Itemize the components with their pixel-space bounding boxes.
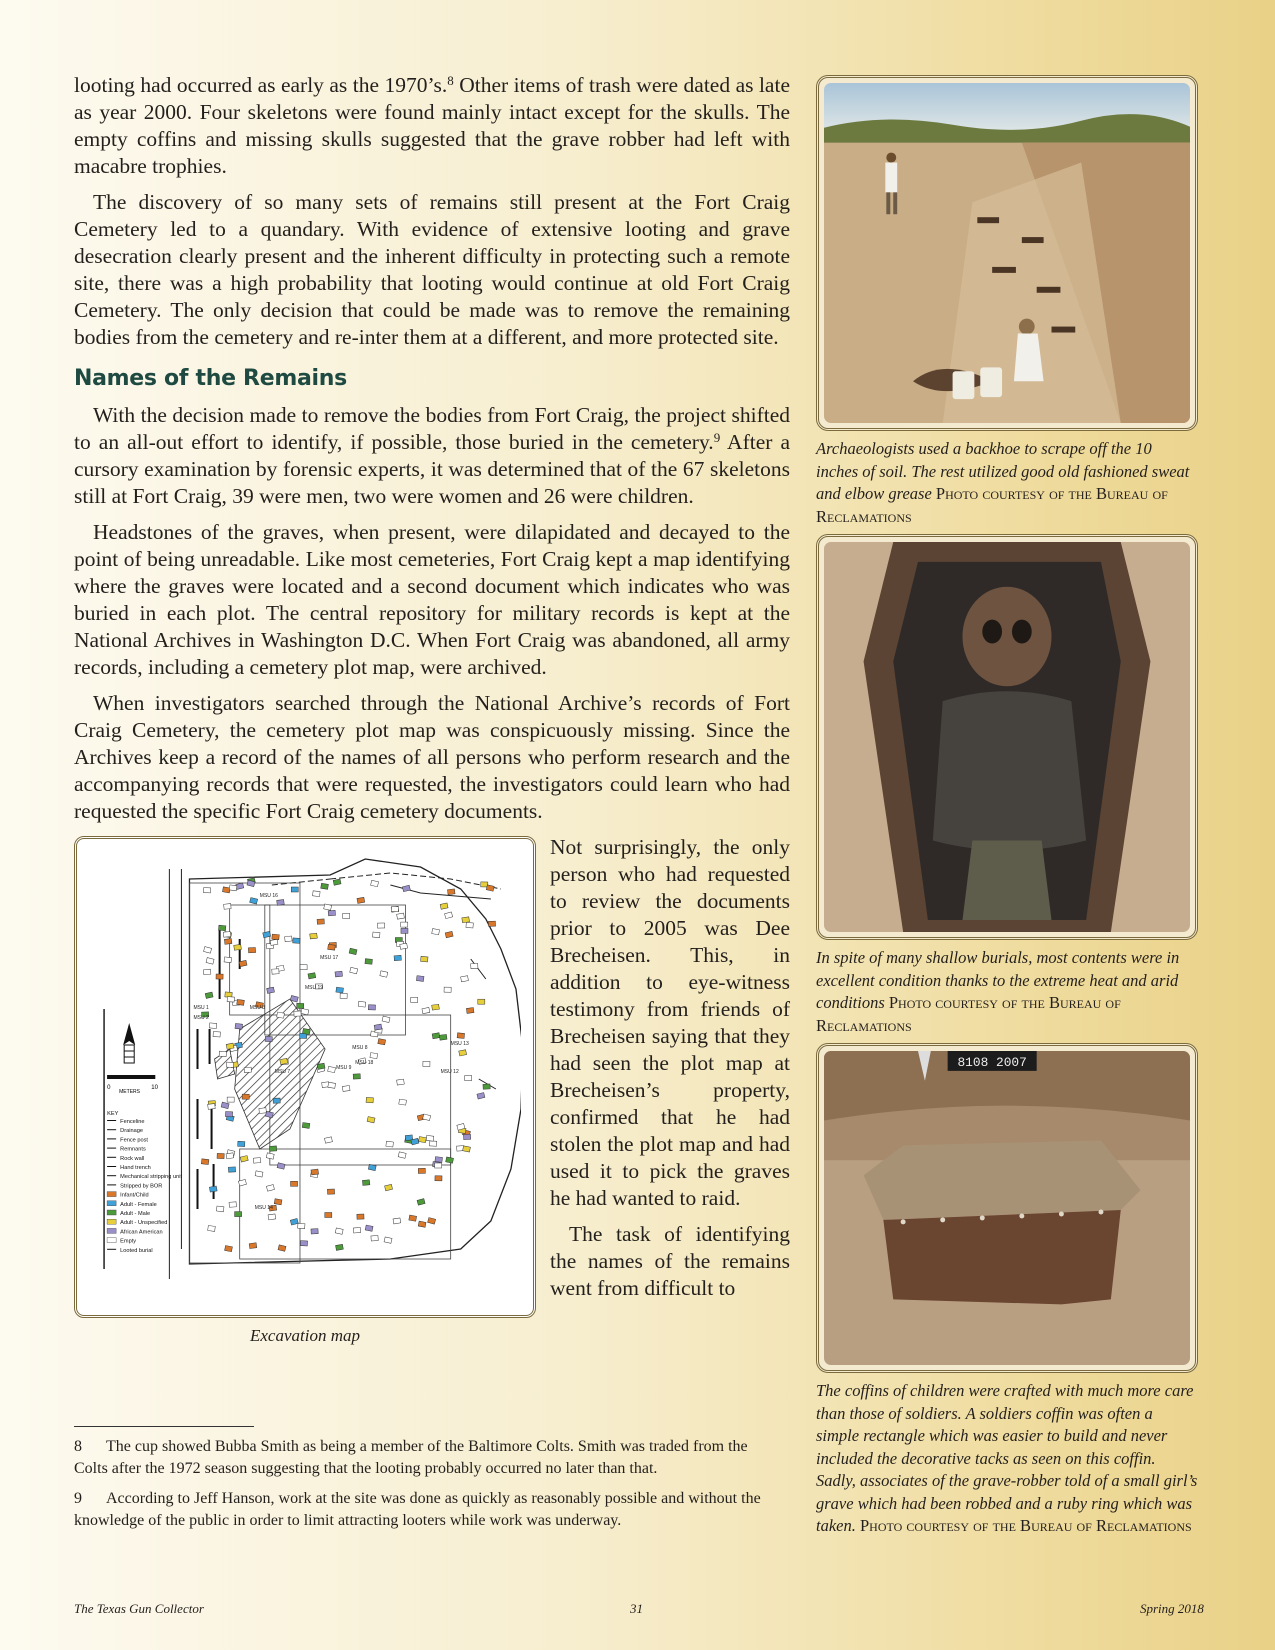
grave-marker [311, 1169, 319, 1175]
paragraph: The discovery of so many sets of remains still present at the Fort Craig Cemetery led to a quandary. With evidence of extensive looting and grave desecration clearly present and the inherent difficulty in protecting such a remote site, there was a high probability that looting would continue at old Fort Craig Cemetery. The only decision that could be made was to remove the remaining bodies from the cemetery and re-inter them at a different, and more protected site. [74, 190, 790, 349]
grave-marker [228, 1167, 235, 1172]
legend-swatch [107, 1238, 116, 1243]
grave-marker [225, 1112, 232, 1117]
grave-marker [380, 971, 388, 977]
grave-marker [445, 912, 453, 919]
grave-marker [317, 1063, 325, 1069]
grave-marker [237, 999, 245, 1005]
grave-marker [426, 1135, 434, 1141]
grave-marker [457, 1033, 465, 1039]
paragraph: Headstones of the graves, when present, were dilapidated and decayed to the point of being unreadable. Like most cemeteries, Fort Craig kept a map identifying where the graves were located and a second document which indicates who was buried in each plot. The central repository for military records is kept at the National Archives in Washington D.C. When Fort Craig was abandoned, all army records, including a cemetery plot map, were archived. [74, 520, 790, 679]
grave-marker [208, 1226, 216, 1232]
grave-marker [385, 1184, 393, 1190]
grave-marker [445, 931, 453, 937]
grave-marker [333, 879, 341, 885]
map-drawing [89, 849, 521, 1305]
msu-label: MSU 1 [193, 1005, 209, 1011]
grave-marker [409, 1215, 417, 1221]
grave-marker [335, 971, 343, 977]
grave-marker [366, 1097, 373, 1102]
grave-marker [244, 1067, 251, 1073]
grave-marker [208, 1104, 216, 1110]
legend-label: Drainage [120, 1128, 143, 1135]
grave-marker [421, 956, 429, 962]
msu-label: MSU 14 [254, 1205, 273, 1211]
grave-marker [394, 955, 401, 960]
grave-marker [478, 999, 485, 1004]
grave-marker [269, 1146, 276, 1151]
grave-marker [447, 889, 455, 895]
grave-marker [277, 900, 285, 906]
grave-marker [343, 913, 350, 918]
grave-marker [274, 1199, 282, 1205]
grave-marker [435, 1163, 442, 1168]
grave-marker [250, 898, 258, 905]
grave-marker [321, 883, 329, 889]
grave-marker [206, 958, 214, 965]
grave-marker [365, 1225, 373, 1231]
grave-marker [411, 997, 418, 1002]
legend-label: Infant/Child [120, 1192, 149, 1199]
grave-marker [249, 1243, 257, 1249]
excavation-map-figure [74, 836, 536, 1349]
footnote: 8 The cup showed Bubba Smith as being a member of the Baltimore Colts. Smith was traded from the Colts after the 1972 season suggesting that the looting probably occurred no later than that. [74, 1438, 748, 1477]
grave-marker [224, 939, 232, 945]
grave-marker [226, 1062, 233, 1067]
grave-marker [466, 1008, 474, 1014]
grave-marker [378, 1039, 386, 1045]
msu-label: MSU 13 [450, 1041, 469, 1047]
grave-marker [272, 934, 279, 940]
fence-posts [471, 959, 496, 1089]
grave-marker [221, 1102, 229, 1109]
grave-marker [350, 967, 358, 974]
grave-marker [225, 1246, 233, 1252]
excavation-site-photo [816, 75, 1198, 431]
grave-marker [328, 1066, 336, 1072]
grave-marker [358, 1001, 366, 1007]
msu-label: MSU 19 [305, 985, 324, 991]
paragraph: The task of identifying the names of the remains went from difficult to [550, 1222, 790, 1300]
grave-marker [219, 1051, 226, 1056]
grave-marker [239, 960, 247, 966]
grave-marker [400, 943, 408, 949]
section-heading: Names of the Remains [74, 366, 347, 391]
paragraph: When investigators searched through the National Archive’s records of Fort Craig Cemetery, the cemetery plot map was conspicuously missing. Since the Archives keep a record of the names of all persons who perform research and the accompanying records that were requested, the investigators could learn who had requested the specific Fort Craig cemetery documents. [74, 691, 790, 823]
grave-marker [368, 1005, 375, 1010]
grave-marker [328, 1082, 336, 1088]
grave-marker [340, 993, 347, 998]
msu-label: MSU 12 [440, 1069, 459, 1075]
grave-marker [278, 1245, 286, 1252]
svg-text:KEY: KEY [107, 1111, 119, 1117]
grave-marker [368, 1164, 376, 1170]
excavation-map [74, 836, 536, 1318]
msu-labels [193, 893, 469, 1211]
grave-marker [461, 976, 469, 982]
photo-column [816, 75, 1198, 1544]
grave-marker [384, 1237, 392, 1243]
grave-marker [462, 917, 470, 923]
msu-label: MSU 18 [355, 1060, 374, 1066]
grave-marker [224, 957, 232, 963]
grave-marker [224, 904, 232, 910]
footnote-ref[interactable]: 9 [713, 430, 721, 445]
grave-marker [268, 1214, 276, 1220]
grave-marker [253, 1158, 260, 1164]
grave-marker [311, 1229, 318, 1234]
grave-marker [335, 1228, 343, 1234]
paragraph: Not surprisingly, the only person who had requested to review the documents prior to 2005 was Dee Brecheisen. This, in addition to eye-witness testimony from friends of Brecheisen saying that they had seen the plot map at Brecheisen’s property, confirmed that he had stolen the plot map and had used it to pick the graves he had wanted to raid. [550, 835, 790, 1210]
grave-marker [218, 925, 225, 931]
grave-marker [205, 992, 213, 998]
grave-marker [291, 887, 298, 892]
grave-marker [310, 933, 318, 939]
grave-marker [290, 1218, 298, 1225]
grave-marker [372, 932, 380, 938]
grave-marker [270, 939, 278, 945]
grave-marker [272, 969, 279, 974]
map-key [107, 1111, 182, 1254]
grave-marker [459, 1050, 467, 1056]
grave-marker [432, 1004, 440, 1010]
grave-marker [209, 1186, 217, 1192]
grave-marker [353, 1074, 360, 1079]
legend-label: Adult - Female [120, 1201, 157, 1208]
grave-marker [398, 1152, 406, 1159]
legend-label: Hand trench [120, 1165, 151, 1171]
grave-marker [217, 1153, 224, 1158]
map-caption: Excavation map [250, 1326, 360, 1345]
grave-marker [238, 1141, 245, 1146]
article-body [74, 72, 790, 1349]
grave-marker [423, 1061, 430, 1066]
grave-marker [302, 1028, 310, 1034]
msu-label: MSU 8 [352, 1045, 368, 1051]
grave-marker [226, 1153, 234, 1159]
grave-marker [280, 1058, 288, 1064]
legend-label: Fenceline [120, 1119, 145, 1125]
grave-marker [226, 1043, 234, 1049]
grave-marker [430, 1141, 437, 1146]
grave-marker [402, 885, 410, 892]
grave-marker [265, 1036, 272, 1041]
grave-marker [378, 923, 385, 928]
msu-label: MSU 2 [193, 1015, 209, 1021]
grave-marker [255, 1171, 263, 1177]
grave-marker [463, 1134, 470, 1139]
grave-marker [294, 1011, 301, 1016]
svg-text:10: 10 [151, 1085, 158, 1091]
grave-marker [266, 1185, 274, 1192]
grave-marker [324, 1137, 332, 1143]
grave-marker [277, 1163, 285, 1170]
grave-marker [300, 965, 307, 970]
grave-marker [397, 913, 405, 919]
footnotes [74, 1436, 774, 1540]
legend-label: Adult - Unspecified [120, 1220, 168, 1227]
north-arrow-icon [123, 1023, 135, 1063]
grave-marker [435, 1176, 442, 1181]
grave-marker [365, 959, 372, 965]
grave-marker [374, 1024, 382, 1030]
grave-marker [416, 976, 424, 982]
legend-swatch [107, 1210, 116, 1215]
scale-bar [107, 1075, 159, 1095]
msu-label: MSU 9 [336, 1065, 352, 1071]
grave-marker [444, 987, 451, 992]
legend-swatch [107, 1219, 116, 1224]
grave-marker [463, 1146, 471, 1152]
coffin-remains-photo [816, 534, 1198, 940]
grave-marker [277, 1012, 285, 1018]
grave-marker [386, 1141, 394, 1147]
msu-label: MSU 17 [320, 955, 339, 961]
grave-marker [342, 1086, 350, 1092]
grave-marker [203, 888, 210, 893]
child-coffin-photo [816, 1043, 1198, 1373]
grave-marker [302, 1123, 310, 1129]
grave-marker [428, 1218, 436, 1225]
grave-marker [471, 963, 478, 968]
grave-marker [477, 1093, 485, 1100]
grave-marker [357, 1214, 364, 1219]
grave-marker [229, 885, 237, 891]
grave-marker [213, 1032, 220, 1037]
paragraph: With the decision made to remove the bodies from Fort Craig, the project shifted to an all-out effort to identify, if possible, those buried in the cemetery.$^9$ After a cursory examination by forensic experts, it was determined that of the 67 skeletons still at Fort Craig, 39 were men, two were women and 26 were children. [74, 403, 791, 508]
grave-marker [235, 1023, 243, 1029]
legend-label: Adult - Male [120, 1211, 151, 1217]
grave-marker [216, 974, 223, 979]
grave-marker [357, 897, 365, 903]
grave-marker [440, 903, 448, 909]
photo-caption: The coffins of children were crafted with much more care than those of soldiers. A soldiers coffin was often a simple rectangle which was easier to build and never included the decorative tacks as seen on this coffin. Sadly, associates of the grave-robber told of a small girl’s grave which had been robbed and a ruby ring which was taken. Photo courtesy of the Bureau of Reclamations [816, 1381, 1198, 1535]
legend-label: African American [120, 1229, 163, 1236]
svg-text:METERS: METERS [119, 1089, 141, 1095]
legend-label: Fence post [120, 1137, 148, 1144]
grave-marker [301, 1009, 309, 1015]
grave-marker [266, 1153, 274, 1159]
grave-marker [235, 1212, 242, 1217]
grave-marker [300, 1241, 307, 1246]
grave-marker [297, 1003, 304, 1008]
grave-marker [327, 1189, 334, 1194]
grave-marker [417, 1199, 425, 1206]
page-number: 31 [630, 1601, 643, 1616]
legend-label: Rock wall [120, 1155, 145, 1162]
legend-label: Mechanical stripping unit [120, 1174, 183, 1181]
grave-marker [240, 1156, 248, 1163]
grave-marker [439, 1034, 447, 1040]
msu-label: MSU 7 [274, 1069, 291, 1075]
grave-marker [267, 987, 275, 993]
grave-marker [291, 1181, 298, 1186]
grave-marker [248, 948, 255, 953]
grave-marker [216, 1206, 224, 1212]
grave-marker [362, 1180, 370, 1186]
grave-marker [399, 1099, 407, 1105]
grave-marker [397, 1079, 405, 1085]
grave-marker [422, 1007, 430, 1013]
grave-marker [336, 987, 344, 993]
grave-marker [209, 1023, 216, 1029]
legend-swatch [107, 1228, 116, 1233]
grave-marker [418, 1168, 425, 1173]
grave-marker [371, 880, 379, 886]
grave-marker [393, 1218, 401, 1224]
grave-marker [229, 1202, 236, 1207]
grave-marker [370, 1053, 378, 1059]
grave-marker [432, 929, 440, 935]
grave-marker [435, 1157, 443, 1163]
grave-marker [298, 1223, 305, 1228]
paragraph: looting had occurred as early as the 1970’s.$^8$ Other items of trash were dated as late as year 2000. Four skeletons were found mainly intact except for the skulls. The empty coffins and missing skulls suggested that the grave robber had left with macabre trophies. [74, 73, 790, 178]
grave-marker [336, 1244, 344, 1250]
grave-marker [382, 1016, 390, 1022]
msu-label: MSU 16 [259, 893, 278, 899]
grave-marker [325, 1213, 332, 1218]
grave-marker [227, 1097, 234, 1102]
grave-marker [353, 1228, 360, 1233]
grave-marker [234, 944, 242, 950]
grave-marker [367, 1117, 375, 1123]
grave-marker [285, 936, 293, 942]
grave-marker [223, 932, 230, 938]
grave-marker [349, 948, 357, 954]
publication-name: The Texas Gun Collector [74, 1601, 204, 1616]
grave-marker [401, 928, 408, 933]
legend-swatch [107, 1201, 116, 1206]
grave-marker [273, 1098, 280, 1103]
grave-marker [259, 1108, 267, 1114]
grave-marker [227, 997, 234, 1002]
grave-marker [432, 1033, 440, 1039]
grave-marker [242, 1094, 249, 1099]
grave-marker [483, 1084, 490, 1089]
grave-marker [293, 938, 300, 943]
grave-marker [391, 907, 398, 912]
legend-label: Looted burial [120, 1247, 153, 1254]
footnote-ref[interactable]: 8 [447, 73, 454, 88]
grave-marker [201, 1159, 209, 1165]
grave-marker [401, 922, 408, 927]
grave-marker [328, 910, 335, 916]
grave-marker [465, 1075, 472, 1080]
msu-label: MSU 3 [249, 1005, 266, 1011]
issue-date: Spring 2018 [1140, 1601, 1204, 1616]
footnote-divider [74, 1426, 254, 1427]
legend-swatch [107, 1192, 116, 1197]
legend-label: Empty [120, 1238, 137, 1245]
msu-outline [230, 905, 270, 1015]
grave-marker [418, 1137, 426, 1143]
legend-label: Remnants [120, 1146, 146, 1153]
grave-marker [317, 919, 324, 924]
grave-marker [313, 891, 321, 897]
photo-caption: In spite of many shallow burials, most contents were in excellent condition thanks to the extreme heat and arid conditions Photo courtesy of the Bureau of Reclamations [816, 948, 1180, 1035]
grave-marker [203, 969, 210, 975]
fence-lines [169, 869, 181, 1279]
grave-marker [204, 947, 212, 954]
svg-text:8108 2007: 8108 2007 [957, 1054, 1027, 1070]
grave-marker [446, 1157, 454, 1163]
grave-marker [488, 921, 495, 926]
svg-text:0: 0 [107, 1085, 111, 1091]
grave-marker [308, 973, 316, 979]
grave-marker [466, 922, 473, 928]
grave-marker [486, 885, 494, 891]
legend-label: Stripped by BOR [120, 1183, 163, 1190]
footnote: 9 According to Jeff Hanson, work at the site was done as quickly as reasonably possible and without the knowledge of the public in order to limit attracting looters while work was underway. [74, 1490, 761, 1529]
photo-caption: Archaeologists used a backhoe to scrape off the 10 inches of soil. The rest utilized good old fashioned sweat and elbow grease Photo courtesy of the Bureau of Reclamations [816, 439, 1190, 526]
grave-marker [418, 1221, 426, 1227]
grave-marker [328, 944, 336, 950]
grave-marker [371, 1236, 378, 1241]
